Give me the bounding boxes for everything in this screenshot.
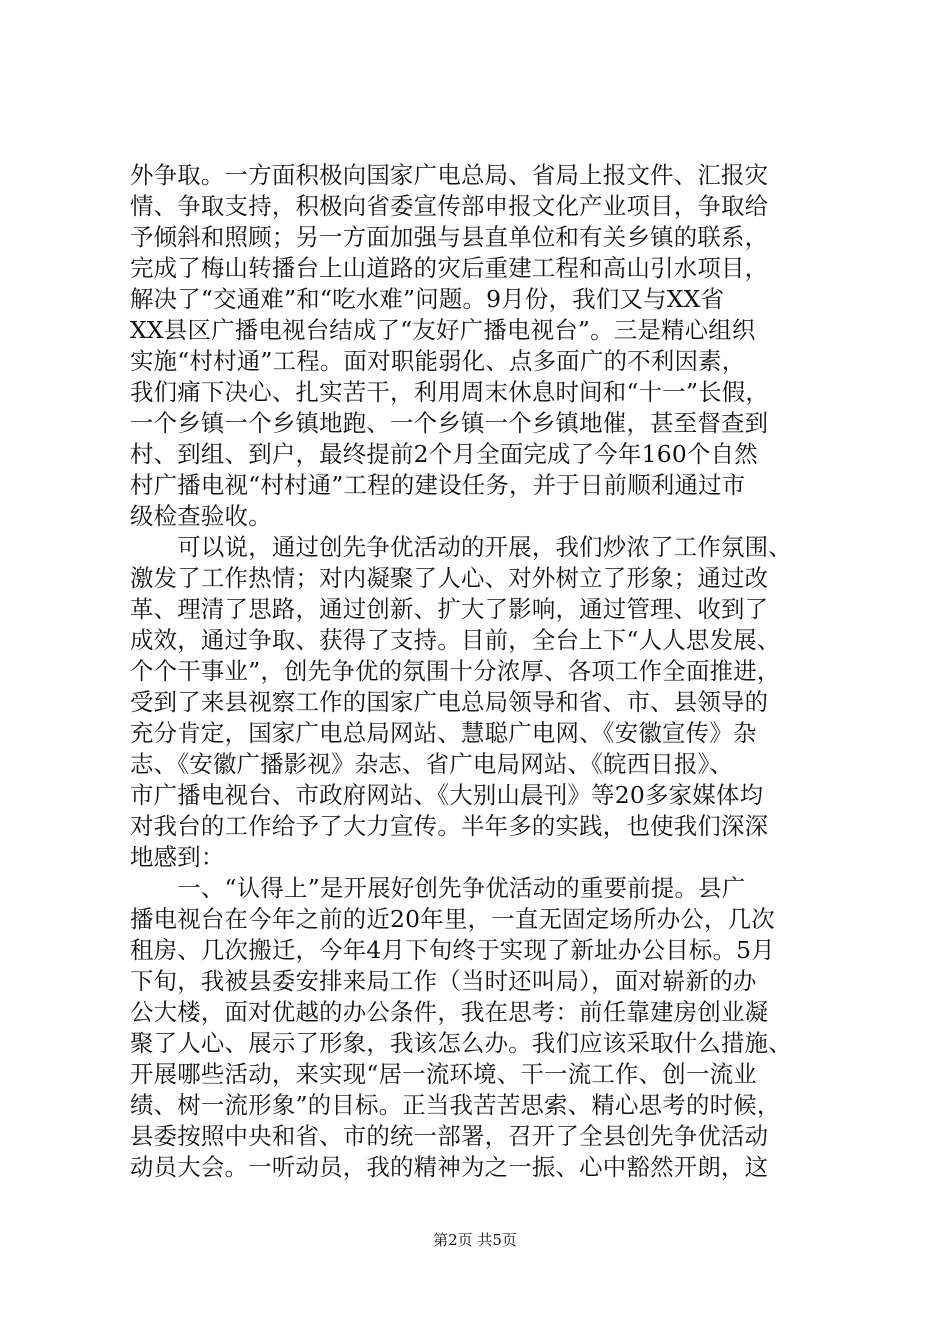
text-line: 一个乡镇一个乡镇地跑、一个乡镇一个乡镇地催，甚至督查到 bbox=[130, 409, 769, 437]
page-number: 第2页 共5页 bbox=[433, 1231, 517, 1249]
text-line: 实施“村村通”工程。面对职能弱化、点多面广的不利因素， bbox=[130, 347, 746, 375]
text-line: 解决了“交通难”和“吃水难”问题。9月份，我们又与XX省 bbox=[130, 285, 725, 313]
text-line: 开展哪些活动，来实现“居一流环境、干一流工作、创一流业 bbox=[130, 1060, 757, 1088]
text-line: 动员大会。一听动员，我的精神为之一振、心中豁然开朗，这 bbox=[130, 1153, 769, 1181]
text-line: 激发了工作热情；对内凝聚了人心、对外树立了形象；通过改 bbox=[130, 564, 769, 592]
text-line: 下旬，我被县委安排来局工作（当时还叫局），面对崭新的办 bbox=[130, 967, 757, 995]
text-line: 对我台的工作给予了大力宣传。半年多的实践，也使我们深深 bbox=[130, 812, 769, 840]
text-line: 公大楼，面对优越的办公条件，我在思考：前任靠建房创业凝 bbox=[130, 998, 769, 1026]
body-text bbox=[130, 160, 830, 1183]
text-line: 充分肯定，国家广电总局网站、慧聪广电网、《安徽宣传》杂 bbox=[130, 719, 757, 747]
text-line: 播电视台在今年之前的近20年里，一直无固定场所办公，几次 bbox=[130, 905, 775, 933]
text-line: 我们痛下决心、扎实苦干，利用周末休息时间和“十一”长假， bbox=[130, 378, 770, 406]
text-line: 租房、几次搬迁，今年4月下旬终于实现了新址办公目标。5月 bbox=[130, 936, 775, 964]
text-line: 绩、树一流形象”的目标。正当我苦苦思索、精心思考的时候， bbox=[130, 1091, 781, 1119]
text-line: 完成了梅山转播台上山道路的灾后重建工程和高山引水项目， bbox=[130, 254, 769, 282]
text-line: 个个干事业”，创先争优的氛围十分浓厚、各项工作全面推进， bbox=[130, 657, 781, 685]
text-line: 志、《安徽广播影视》杂志、省广电局网站、《皖西日报》、 bbox=[130, 750, 734, 778]
text-line: 予倾斜和照顾；另一方面加强与县直单位和有关乡镇的联系， bbox=[130, 223, 769, 251]
text-line: 村广播电视“村村通”工程的建设任务，并于日前顺利通过市 bbox=[130, 471, 746, 499]
text-line: 一、“认得上”是开展好创先争优活动的重要前提。县广 bbox=[130, 874, 746, 902]
text-line: 可以说，通过创先争优活动的开展，我们炒浓了工作氛围、 bbox=[130, 533, 792, 561]
text-line: 革、理清了思路，通过创新、扩大了影响，通过管理、收到了 bbox=[130, 595, 769, 623]
text-line: 县委按照中央和省、市的统一部署，召开了全县创先争优活动 bbox=[130, 1122, 769, 1150]
text-line: 聚了人心、展示了形象，我该怎么办。我们应该采取什么措施、 bbox=[130, 1029, 792, 1057]
page-footer bbox=[0, 1230, 950, 1250]
text-line: 地感到： bbox=[130, 843, 225, 871]
text-line: 外争取。一方面积极向国家广电总局、省局上报文件、汇报灾 bbox=[130, 161, 769, 189]
text-line: 情、争取支持，积极向省委宣传部申报文化产业项目，争取给 bbox=[130, 192, 769, 220]
text-line: 级检查验收。 bbox=[130, 502, 272, 530]
text-line: 成效，通过争取、获得了支持。目前，全台上下“人人思发展、 bbox=[130, 626, 781, 654]
text-line: 受到了来县视察工作的国家广电总局领导和省、市、县领导的 bbox=[130, 688, 769, 716]
text-line: 市广播电视台、市政府网站、《大别山晨刊》等20多家媒体均 bbox=[130, 781, 764, 809]
text-line: 村、到组、到户，最终提前2个月全面完成了今年160个自然 bbox=[130, 440, 758, 468]
text-line: XX县区广播电视台结成了“友好广播电视台”。三是精心组织 bbox=[130, 316, 756, 344]
